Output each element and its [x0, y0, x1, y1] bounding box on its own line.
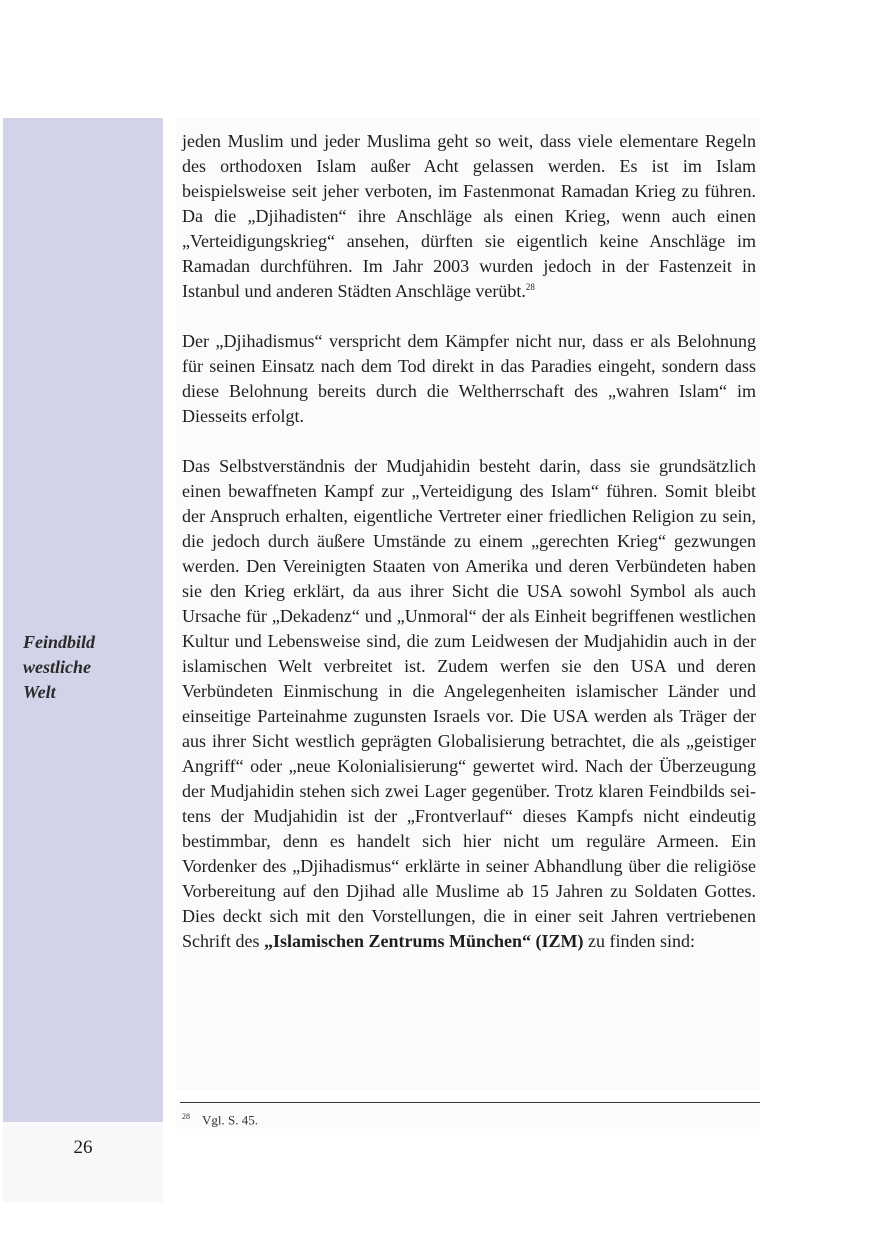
footnote-number: 28 [182, 1112, 190, 1121]
margin-note-line-3: Welt [23, 682, 56, 702]
footnote [182, 1109, 258, 1128]
paragraph-2: Der „Djihadismus“ verspricht dem Kämpfer nicht nur, dass er als Belohnung für seinen Einsatz nach dem Tod direkt in das Paradies eingeht, sondern dass diese Belohnung bereits durch die Weltherrschaft des „wahren Islam“ im Diesseits erfolgt. [182, 331, 756, 426]
paragraph-3 [182, 454, 756, 954]
margin-note-line-2: westliche [23, 657, 91, 677]
paragraph-1 [182, 129, 756, 304]
footnote-area [176, 1103, 760, 1129]
margin-note-line-1: Feindbild [23, 632, 96, 652]
paragraph-1-text: jeden Muslim und jeder Muslima geht so weit, dass viele elementare Regeln des orthodoxen Islam außer Acht gelassen werden. Es ist im Islam beispielsweise seit jeher verboten, im Fastenmonat Ramadan Krieg zu führen. Da die „Djihadisten“ ihre Anschläge als einen Krieg, wenn auch einen „Verteidigungskrieg“ ansehen, dürften sie eigentlich keine Anschläge im Ramadan durchführen. Im Jahr 2003 wurden jedoch in der Fastenzeit in Istanbul und anderen Städten Anschläge verübt. [182, 131, 756, 301]
body-text [182, 129, 756, 954]
paragraph-3-bold: „Islamischen Zentrums München“ (IZM) [263, 931, 584, 951]
paragraph-3-text: Das Selbstverständnis der Mudjahidin besteht darin, dass sie grundsätzlich einen bewaffneten Kampf zur „Verteidigung des Islam“ führen. Somit bleibt der Anspruch erhalten, eigentliche Vertreter einer friedlichen Religion zu sein, die jedoch durch äußere Umstände zu einem „gerechten Krieg“ gezwungen werden. Den Vereinigten Staaten von Amerika und deren Verbündeten haben sie den Krieg erklärt, da aus ihrer Sicht die USA sowohl Symbol als auch Ursache für „Dekadenz“ und „Unmoral“ der als Einheit begriffenen westlichen Kultur und Lebensweise sind, die zum Leidwesen der Mudjahidin auch in der islamischen Welt verbreitet ist. Zudem werfen sie den USA und deren Verbündeten Einmischung in die Angelegenheiten islamischer Länder und einseitige Parteinahme zugunsten Israels vor. Die USA werden als Träger der aus ihrer Sicht westlich geprägten Globalisierung betrachtet, die als „geistiger Angriff“ oder „neue Kolonialisierung“ gewertet wird. Nach der Überzeugung der Mudjahidin stehen sich zwei Lager gegenüber. Trotz klaren Feindbilds seitens der Mudjahidin ist der „Frontverlauf“ dieses Kampfs nicht eindeutig bestimmbar, denn es handelt sich hier nicht um reguläre Armeen. Ein Vordenker des „Djihadismus“ erklärte in seiner Abhandlung über die religiöse Vorbereitung auf den Djihad alle Muslime ab 15 Jahren zu Soldaten Gottes. Dies deckt sich mit den Vorstellungen, die in einer seit Jahren vertriebenen Schrift des [182, 456, 756, 951]
margin-sidebar [3, 118, 163, 1122]
margin-note [23, 630, 153, 705]
footnote-text: Vgl. S. 45. [202, 1112, 258, 1128]
page-number: 26 [73, 1137, 93, 1158]
footnote-reference[interactable]: 28 [525, 282, 535, 292]
page-number-box [3, 1122, 163, 1202]
paragraph-3-end: zu finden sind: [583, 931, 695, 951]
